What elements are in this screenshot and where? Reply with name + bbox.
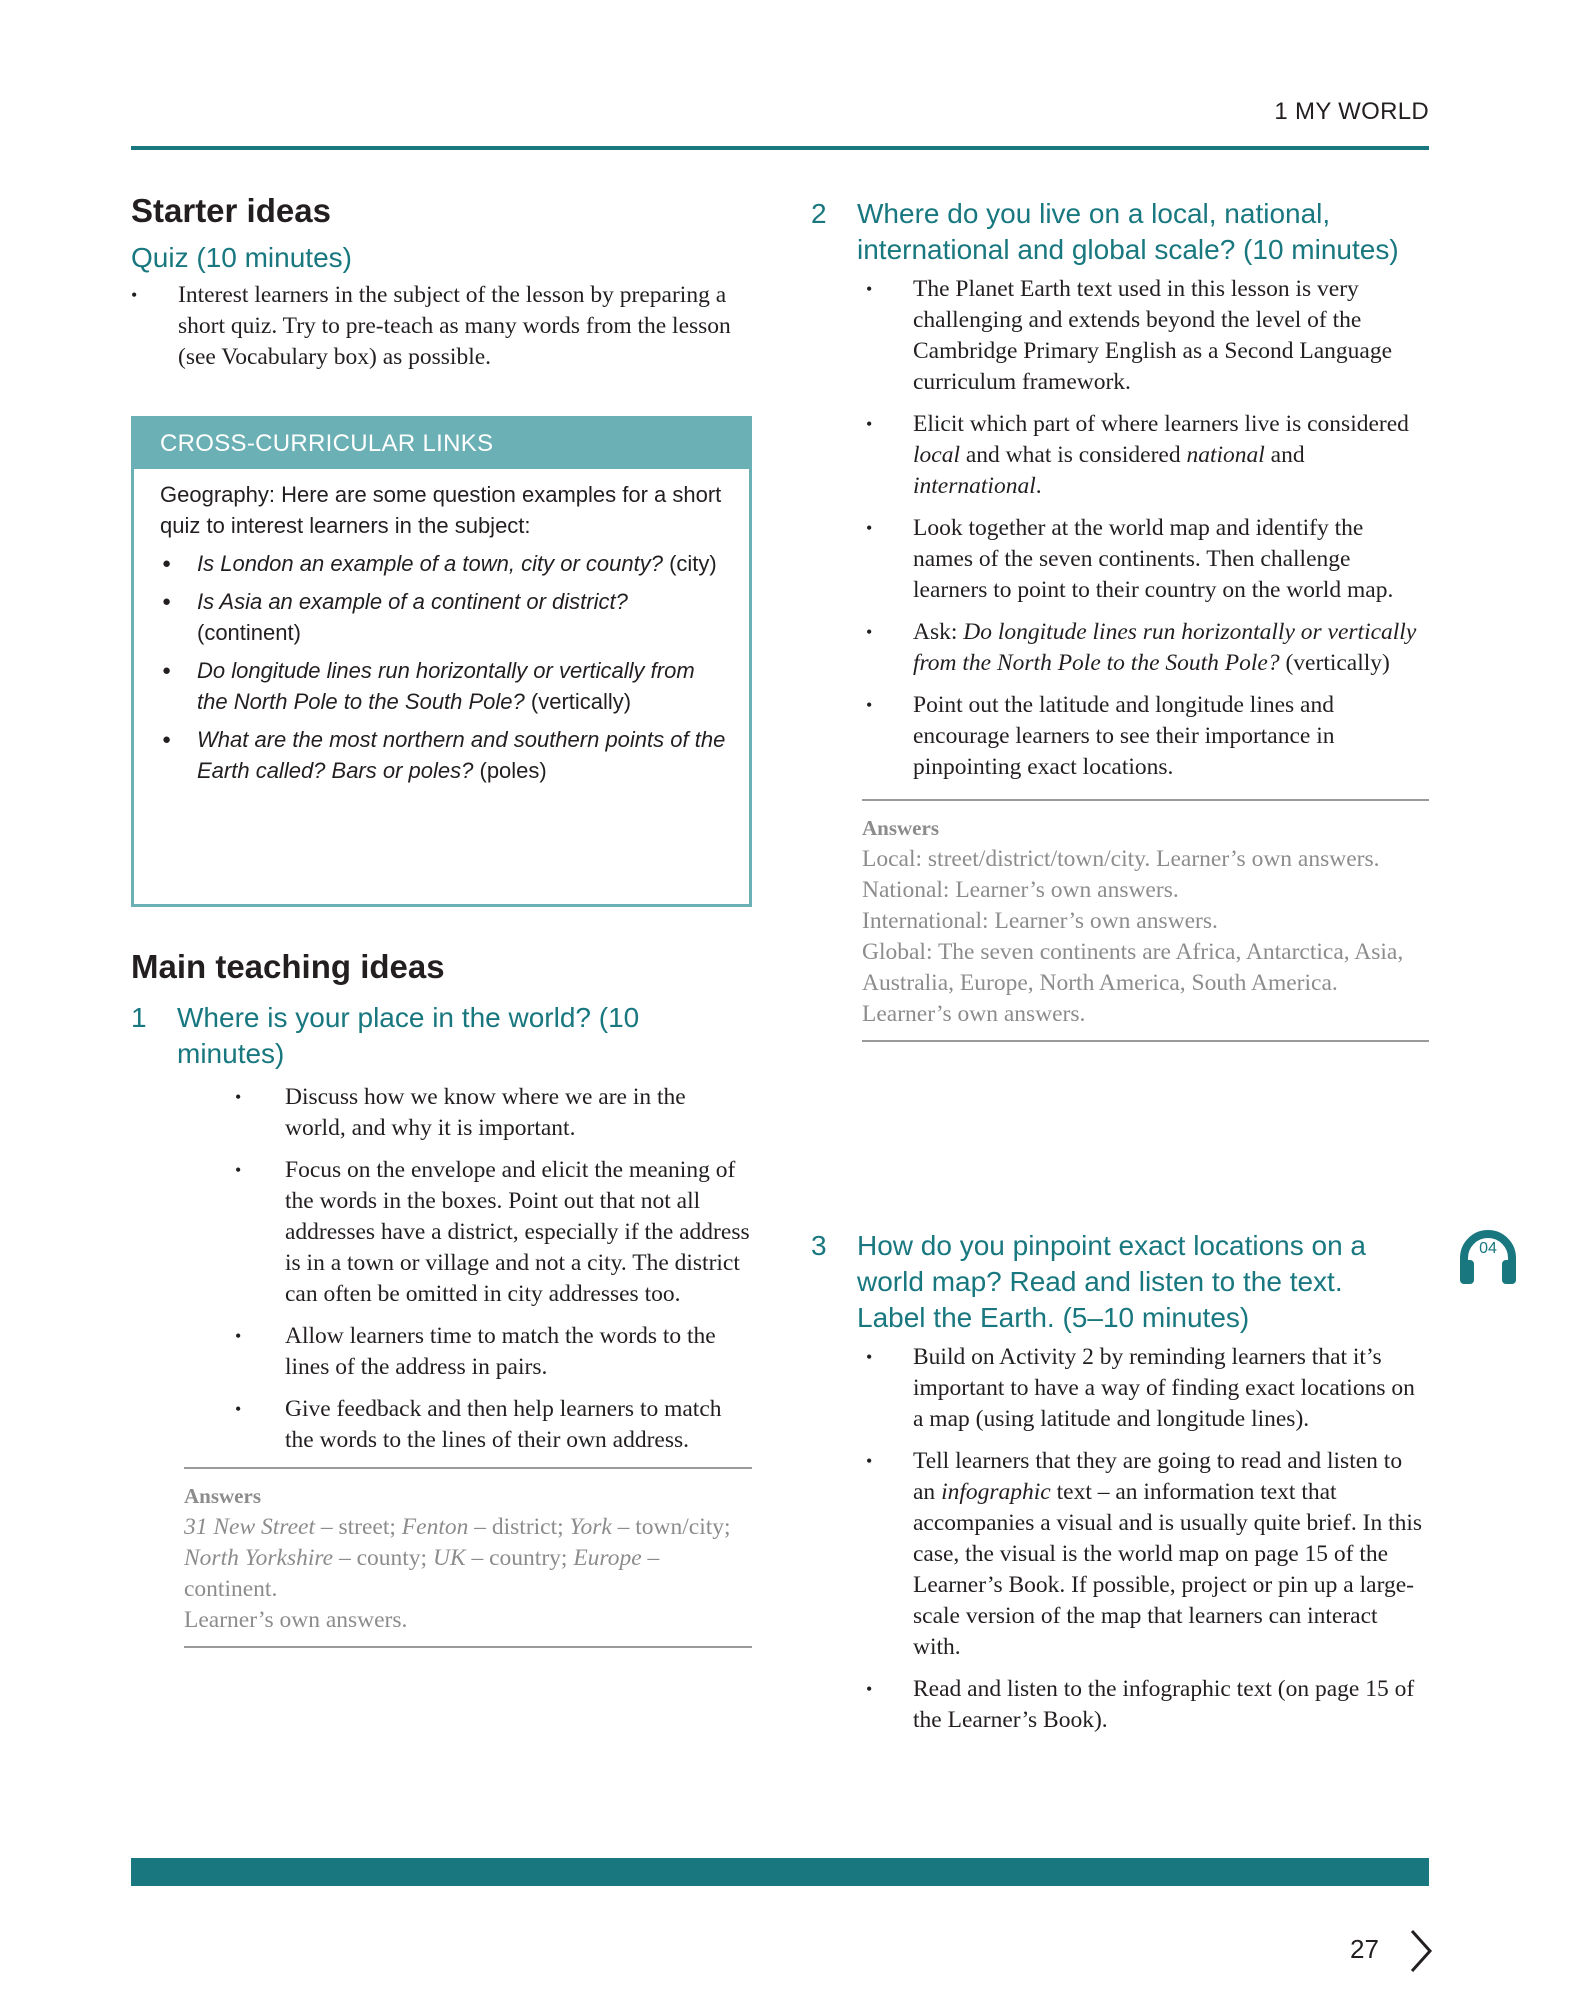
text: Give feedback and then help learners to match the words to the lines of their own address. [285, 1396, 722, 1453]
italic-text: Europe [573, 1545, 642, 1571]
text: Build on Activity 2 by reminding learners that it’s important to have a way of finding exact locations on a map (using latitude and longitude lines). [913, 1344, 1415, 1432]
text: Discuss how we know where we are in the world, and why it is important. [285, 1084, 686, 1141]
text: Allow learners time to match the words to the lines of the address in pairs. [285, 1323, 716, 1380]
text: (vertically) [524, 689, 632, 714]
text: National: Learner’s own answers. [862, 877, 1179, 903]
italic-text: What are the most northern and southern points of the Earth called? Bars or poles? [197, 727, 726, 783]
bullet-icon: • [235, 1399, 242, 1419]
text: Learner’s own answers. [184, 1607, 408, 1633]
bullet-item [866, 1342, 1429, 1435]
cross-curricular-box [131, 416, 752, 907]
text: (vertically) [1279, 650, 1390, 676]
italic-text: infographic [941, 1479, 1051, 1505]
bullet-icon: • [866, 1347, 873, 1367]
bullet-item [131, 280, 752, 373]
bullet-item [866, 513, 1429, 606]
bullet-item [235, 1394, 752, 1456]
bullet-icon: • [866, 279, 873, 299]
geography-label: Geography: [160, 482, 275, 507]
bullet-icon: • [235, 1326, 242, 1346]
answers-label: Answers [862, 816, 939, 840]
italic-text: Do longitude lines run horizontally or vertically from the North Pole to the South Pole? [197, 658, 695, 714]
answer-line [862, 844, 1429, 875]
answer-line [184, 1512, 752, 1605]
intro-text: Here are some question examples for a short quiz to interest learners in the subject: [160, 482, 722, 538]
italic-text: international [913, 473, 1036, 499]
bullet-icon: • [866, 1451, 873, 1471]
italic-text: national [1186, 442, 1265, 468]
bullet-item [866, 1674, 1429, 1736]
bullet-icon: • [131, 285, 138, 305]
text: Focus on the envelope and elicit the meaning of the words in the boxes. Point out that not all addresses have a district, especially if the address is in a town or village and not a city. The district can often be omitted in city addresses too. [285, 1157, 750, 1307]
text: . [1035, 473, 1042, 499]
text: Global: The seven continents are Africa, Antarctica, Asia, Australia, Europe, North America, South America. Learner’s own answers. [862, 939, 1404, 1027]
text: Tell learners that they are going to read and listen to an [913, 1448, 1403, 1505]
text: (city) [662, 551, 717, 576]
italic-text: local [913, 442, 960, 468]
italic-text: Is Asia an example of a continent or district? [197, 589, 628, 614]
activity-3-bullets [866, 1342, 1429, 1736]
main-teaching-section [131, 948, 752, 1648]
headphones-icon [1458, 1228, 1518, 1288]
text: text – an information text that accompanies a visual and is usually quite brief. In this case, the visual is the world map on page 15 of the Learner’s Book. If possible, project or pin up a large-scale version of the map that learners can interact with. [913, 1479, 1423, 1660]
activity-number: 3 [811, 1230, 827, 1261]
bullet-item [235, 1155, 752, 1310]
starter-title: Starter ideas [131, 192, 331, 229]
text: Point out the latitude and longitude lines and encourage learners to see their importance in pinpointing exact locations. [913, 692, 1335, 780]
quiz-heading: Quiz (10 minutes) [131, 242, 352, 273]
activity-title: Where do you live on a local, national, international and global scale? (10 minutes) [857, 198, 1399, 265]
answer-line [862, 937, 1429, 1030]
starter-bullets [131, 280, 752, 373]
text: Look together at the world map and identify the names of the seven continents. Then challenge learners to point to their country on the world map. [913, 515, 1394, 603]
answer-line [862, 906, 1429, 937]
activity-3-heading [811, 1228, 1429, 1336]
chevron-right-icon [1408, 1928, 1434, 1974]
text: – country; [465, 1545, 574, 1571]
answer-line [862, 875, 1429, 906]
activity-2-bullets [866, 274, 1429, 783]
activity-number: 1 [131, 1002, 147, 1033]
bullet-item [866, 690, 1429, 783]
activity-1-heading [131, 1000, 752, 1072]
chapter-header: 1 MY WORLD [1274, 98, 1429, 125]
bullet-icon: ● [162, 662, 172, 679]
italic-text: Is London an example of a town, city or county? [197, 551, 663, 576]
activity-title: Where is your place in the world? (10 minutes) [177, 1002, 640, 1069]
bullet-icon: • [866, 1679, 873, 1699]
italic-text: Do longitude lines run horizontally or vertically from the North Pole to the South Pole? [913, 619, 1417, 676]
text: – street; [314, 1514, 402, 1540]
text: Read and listen to the infographic text (on page 15 of the Learner’s Book). [913, 1676, 1415, 1733]
bullet-icon: • [866, 622, 873, 642]
text: Ask: [913, 619, 964, 645]
italic-text: York [569, 1514, 612, 1540]
italic-text: North Yorkshire [184, 1545, 334, 1571]
box-title: CROSS-CURRICULAR LINKS [134, 416, 749, 469]
bullet-item [235, 1082, 752, 1144]
activity-2-answers [862, 799, 1429, 1042]
bullet-item [235, 1321, 752, 1383]
box-intro [160, 479, 729, 541]
activity-title: How do you pinpoint exact locations on a world map? Read and listen to the text. Label the Earth. (5–10 minutes) [857, 1230, 1366, 1333]
activity-1-bullets [235, 1082, 752, 1456]
bullet-icon: • [235, 1087, 242, 1107]
bullet-icon: ● [162, 555, 172, 572]
bullet-icon: ● [162, 731, 172, 748]
bullet-item [866, 617, 1429, 679]
italic-text: Fenton [401, 1514, 469, 1540]
text: (poles) [473, 758, 547, 783]
text: Interest learners in the subject of the lesson by preparing a short quiz. Try to pre-teach as many words from the lesson (see Vocabulary box) as possible. [178, 282, 731, 370]
text: – town/city; [611, 1514, 731, 1540]
activity-3 [811, 1228, 1429, 1747]
text: Elicit which part of where learners live is considered [913, 411, 1409, 437]
text: and what is considered [960, 442, 1187, 468]
text: – continent. [184, 1545, 660, 1602]
bullet-icon: • [866, 695, 873, 715]
answers-label: Answers [184, 1484, 261, 1508]
starter-section [131, 192, 752, 384]
box-list-item [160, 586, 729, 648]
text: – district; [468, 1514, 570, 1540]
bullet-icon: • [866, 414, 873, 434]
audio-track-button[interactable] [1458, 1228, 1518, 1288]
box-items [160, 548, 729, 786]
activity-number: 2 [811, 198, 827, 229]
bullet-item [866, 274, 1429, 398]
activity-2 [811, 196, 1429, 1042]
page-number: 27 [1350, 1934, 1379, 1964]
text: Local: street/district/town/city. Learner’s own answers. [862, 846, 1380, 872]
next-page-button[interactable] [1408, 1928, 1434, 1979]
box-list-item [160, 724, 729, 786]
italic-text: UK [432, 1545, 466, 1571]
box-list-item [160, 548, 729, 579]
text: (continent) [197, 620, 301, 645]
activity-1-answers [184, 1467, 752, 1648]
main-title: Main teaching ideas [131, 948, 445, 985]
bullet-icon: • [866, 518, 873, 538]
bullet-icon: • [235, 1160, 242, 1180]
answer-line [184, 1605, 752, 1636]
audio-track-number: 04 [1479, 1240, 1497, 1257]
footer-bar [131, 1858, 1429, 1886]
header-rule [131, 146, 1429, 150]
bullet-item [866, 409, 1429, 502]
text: and [1264, 442, 1305, 468]
box-list-item [160, 655, 729, 717]
activity-2-heading [811, 196, 1429, 268]
text: – county; [333, 1545, 433, 1571]
bullet-icon: ● [162, 593, 172, 610]
text: The Planet Earth text used in this lesson is very challenging and extends beyond the level of the Cambridge Primary English as a Second Language curriculum framework. [913, 276, 1393, 395]
italic-text: 31 New Street [184, 1514, 315, 1540]
bullet-item [866, 1446, 1429, 1663]
text: International: Learner’s own answers. [862, 908, 1218, 934]
